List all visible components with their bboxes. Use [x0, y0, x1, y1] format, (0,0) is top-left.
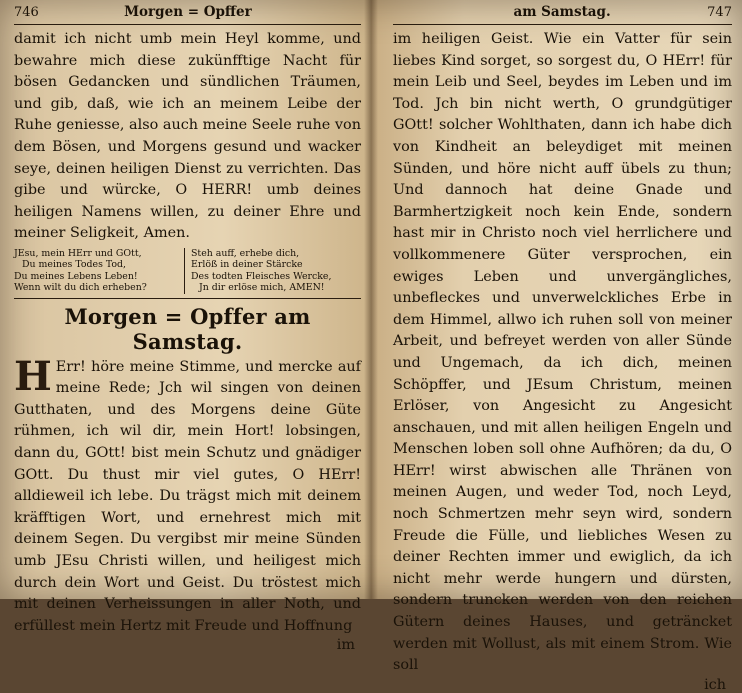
- running-title-left: Morgen = Opffer: [124, 4, 252, 20]
- running-head-right: [393, 4, 732, 25]
- running-title-right: am Samstag.: [513, 4, 611, 20]
- section-paragraph: [14, 352, 361, 638]
- running-head-left: [14, 4, 361, 25]
- catchword-left: im: [336, 637, 355, 654]
- drop-cap: H: [14, 352, 52, 400]
- verse-line: Wenn wilt du dich erheben?: [14, 282, 147, 294]
- section-title: Morgen = Opffer am Samstag.: [14, 298, 361, 357]
- verse-block: [14, 248, 361, 294]
- left-page: [0, 0, 371, 654]
- catchword-right: ich: [704, 676, 726, 693]
- verse-line: Erlöß in deiner Stärcke: [191, 259, 303, 271]
- verse-line: Du meines Lebens Leben!: [14, 270, 138, 282]
- verse-line: Des todten Fleisches Wercke,: [191, 270, 332, 282]
- right-paragraph: im heiligen Geist. Wie ein Vatter für sein liebes Kind sorget, so sorgest du, O HErr! für mein Leib und Seel, beydes im Leben und im Tod. Jch bin nicht werth, O grundgütiger GOtt! solcher Wohlthaten, dann ich habe dich von Kindheit an beleydiget mit meinen Sünden, und höre nicht auff übels zu thun; Und dannoch hat deine Gnade und Barmhertzigkeit noch kein Ende, sondern hast mir in Christo noch viel herrlichere und vollkommenere Güter versprochen, ein ewiges Leben und unvergängliches, unbefleckes und unverwelckliches Erbe in dem Himmel, allwo ich ruhen soll von meiner Arbeit, und befreyet werden von aller Sünde und Ungemach, da ich dich, meinen Schöpffer, und JEsum Christum, meinen Erlöser, von Angesicht zu Angesicht anschauen, und mit allen heiligen Engeln und Menschen loben soll ohne Aufhören; da du, O HErr! wirst abwischen alle Thränen von meinen Augen, und weder Tod, noch Leyd, noch Schmertzen mehr seyn wird, sondern Freude die Fülle, und liebliches Wesen zu deiner Rechten immer und ewiglich, da ich nicht mehr werde hungern und dürsten, sondern truncken werden von den reichen Gütern deines Hauses, und geträncket werden mit Wollust, als mit einem Strom. Wie soll: [393, 31, 732, 674]
- verse-column-left: [14, 248, 184, 294]
- verse-line: Jn dir erlöse mich, AMEN!: [199, 282, 325, 294]
- verse-line: Steh auff, erhebe dich,: [191, 247, 300, 259]
- page-number-left: 746: [14, 5, 39, 20]
- page-number-right: 747: [707, 5, 732, 20]
- section-text: Err! höre meine Stimme, und mercke auf meine Rede; Jch wil singen von deinen Gutthaten, und des Morgens deine Güte rühmen, ich wil dir, mein Hort! lobsingen, dann du, GOtt! bist mein Schutz und gnädiger GOtt. Du thust mir viel gutes, O HErr! alldieweil ich lebe. Du trägst mich mit deinem kräfftigen Wort, und ernehrest mich mit deinem Segen. Du vergibst mir meine Sünden umb JEsu Christi willen, und heiligest mich durch dein Wort und Geist. Du tröstest mich mit deinen Verheissungen in aller Noth, und erfüllest mein Hertz mit Freude und Hoffnung: [14, 358, 361, 634]
- verse-line: Du meines Todes Tod,: [22, 259, 127, 271]
- verse-column-right: [184, 248, 361, 294]
- left-top-paragraph: damit ich nicht umb mein Heyl komme, und bewahre mich diese zukünfftige Nacht für bösen Gedancken und sündlichen Träumen, und gib, daß, wie ich an meinem Leibe der Ruhe geniesse, also auch meine Seele ruhe von dem Bösen, und Morgens gesund und wacker seye, deinen heiligen Dienst zu verrichten. Das gibe und würcke, O HERR! umb deines heiligen Namens willen, zu deiner Ehre und meiner Seligkeit, Amen.: [14, 31, 361, 242]
- verse-line: JEsu, mein HErr und GOtt,: [14, 247, 142, 259]
- right-page: [371, 0, 742, 693]
